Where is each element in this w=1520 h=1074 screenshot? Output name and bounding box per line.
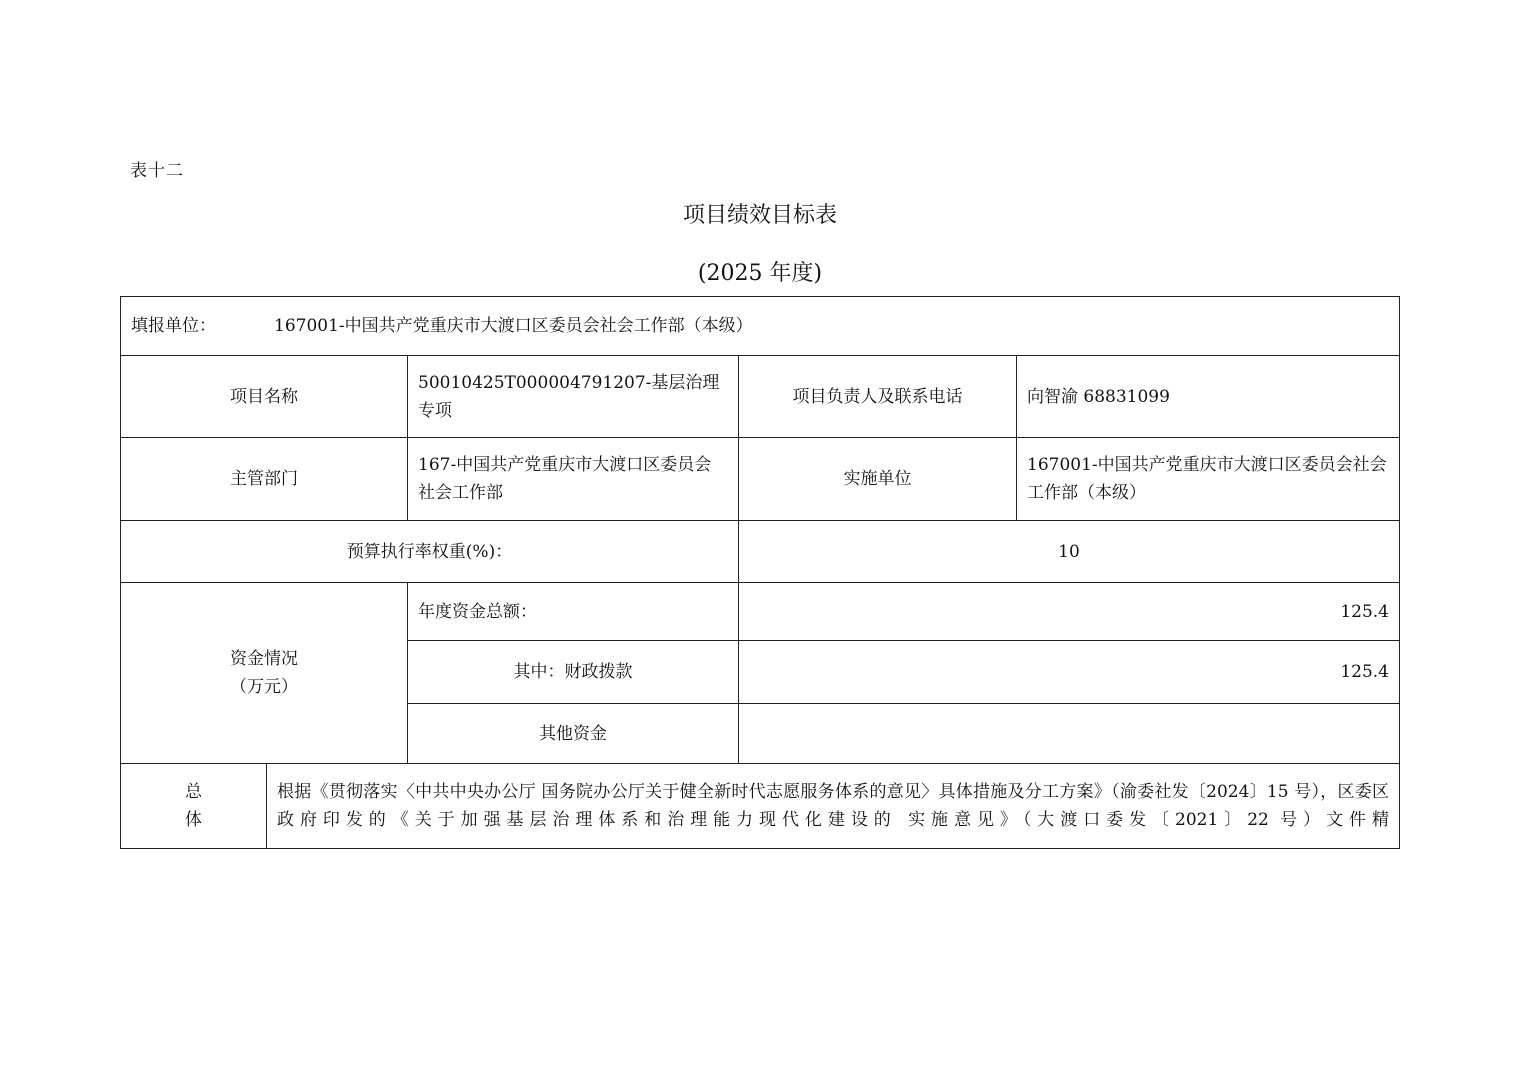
reporting-unit-row [120, 296, 1400, 356]
impl-value: 167001-中国共产党重庆市大渡口区委员会社会工作部（本级） [1027, 455, 1387, 503]
annual-total-value: 125.4 [1340, 601, 1389, 622]
overall-label-char-2: 体 [185, 810, 202, 830]
funds-label-cell [120, 582, 408, 764]
fiscal-value-cell [738, 640, 1400, 704]
other-funds-label: 其他资金 [539, 723, 607, 744]
dept-label: 主管部门 [230, 469, 298, 489]
budget-weight-value: 10 [1058, 541, 1080, 562]
budget-weight-value-cell [738, 520, 1400, 583]
dept-value: 167-中国共产党重庆市大渡口区委员会社会工作部 [418, 455, 712, 503]
dept-label-cell [120, 437, 408, 521]
fiscal-value: 125.4 [1340, 662, 1389, 682]
overall-label-char-1: 总 [185, 782, 202, 802]
table-number-label: 表十二 [130, 161, 184, 181]
project-name-label-cell [120, 355, 408, 438]
budget-weight-label-cell [120, 520, 739, 583]
annual-total-label-cell [407, 582, 739, 641]
reporting-unit-value: 167001-中国共产党重庆市大渡口区委员会社会工作部（本级） [274, 316, 753, 336]
overall-target-text: 根据《贯彻落实〈中共中央办公厅 国务院办公厅关于健全新时代志愿服务体系的意见〉具体措施及分工方案》（渝委社发〔2024〕15 号），区委区政府印发的《关于加强基层治理体系和治理能力现代化建设的 实施意见》（大渡口委发〔2021〕22 号）文件精 [277, 782, 1389, 830]
overall-target-label-cell [120, 763, 267, 849]
contact-label: 项目负责人及联系电话 [792, 386, 963, 407]
funds-label: 资金情况 [230, 649, 298, 669]
contact-value-cell [1016, 355, 1400, 438]
document-year: (2025 年度) [697, 261, 823, 286]
document-title: 项目绩效目标表 [682, 203, 837, 228]
contact-value: 向智渝 68831099 [1027, 386, 1170, 407]
dept-value-cell [407, 437, 739, 521]
other-funds-value-cell [738, 703, 1400, 764]
project-name-value-cell [407, 355, 739, 438]
annual-total-label: 年度资金总额： [418, 601, 537, 622]
annual-total-value-cell [738, 582, 1400, 641]
impl-value-cell [1016, 437, 1400, 521]
project-name-value: 50010425T000004791207-基层治理专项 [418, 372, 720, 421]
project-name-label: 项目名称 [230, 386, 298, 407]
fiscal-label-cell [407, 640, 739, 704]
budget-weight-label: 预算执行率权重(%)： [346, 541, 513, 562]
contact-label-cell [738, 355, 1017, 438]
impl-label-cell [738, 437, 1017, 521]
other-funds-label-cell [407, 703, 739, 764]
impl-label: 实施单位 [843, 469, 912, 489]
overall-target-text-cell [266, 763, 1400, 849]
funds-unit-label: （万元） [230, 677, 298, 697]
reporting-unit-label: 填报单位： [131, 316, 216, 336]
fiscal-label: 其中：财政拨款 [513, 662, 633, 682]
